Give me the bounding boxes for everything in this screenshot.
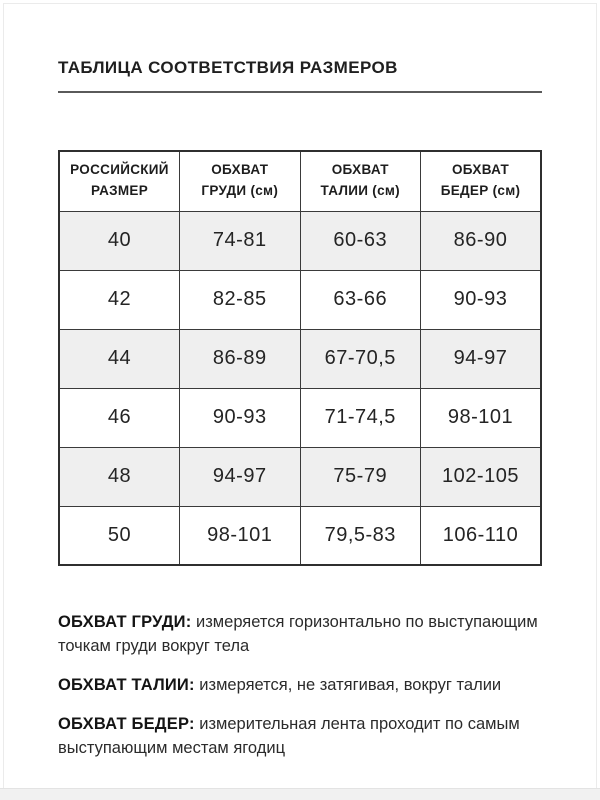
- hips-cell: 98-101: [421, 388, 542, 447]
- note-hips: [58, 712, 560, 760]
- page-title: ТАБЛИЦА СООТВЕТСТВИЯ РАЗМЕРОВ: [58, 58, 398, 77]
- column-header-chest: ОБХВАТ ГРУДИ (см): [180, 151, 301, 211]
- table-header: [59, 151, 541, 211]
- bottom-edge-strip: [0, 788, 600, 800]
- note-waist: [58, 673, 560, 697]
- table-row: [59, 329, 541, 388]
- size-cell: 42: [59, 270, 180, 329]
- column-header-waist: ОБХВАТ ТАЛИИ (см): [300, 151, 421, 211]
- hips-cell: 102-105: [421, 447, 542, 506]
- chest-cell: 74-81: [180, 211, 301, 270]
- size-cell: 48: [59, 447, 180, 506]
- chest-cell: 98-101: [180, 506, 301, 565]
- note-waist-label: ОБХВАТ ТАЛИИ:: [58, 676, 195, 694]
- note-chest-text: измеряется горизонтально по выступающим точкам груди вокруг тела: [58, 613, 538, 655]
- measurement-notes: [58, 610, 560, 775]
- chest-cell: 90-93: [180, 388, 301, 447]
- size-correspondence-table: [58, 150, 542, 566]
- table-row: [59, 506, 541, 565]
- waist-cell: 60-63: [300, 211, 421, 270]
- table-row: [59, 447, 541, 506]
- note-hips-label: ОБХВАТ БЕДЕР:: [58, 715, 195, 733]
- hips-cell: 106-110: [421, 506, 542, 565]
- table-row: [59, 270, 541, 329]
- waist-cell: 67-70,5: [300, 329, 421, 388]
- note-chest: [58, 610, 560, 658]
- table-body: [59, 211, 541, 565]
- size-cell: 40: [59, 211, 180, 270]
- column-header-hips: ОБХВАТ БЕДЕР (см): [421, 151, 542, 211]
- chest-cell: 94-97: [180, 447, 301, 506]
- size-cell: 50: [59, 506, 180, 565]
- waist-cell: 79,5-83: [300, 506, 421, 565]
- title-underline: [58, 91, 542, 93]
- table-row: [59, 388, 541, 447]
- hips-cell: 86-90: [421, 211, 542, 270]
- chest-cell: 86-89: [180, 329, 301, 388]
- table-header-row: [59, 151, 541, 211]
- table-row: [59, 211, 541, 270]
- hips-cell: 90-93: [421, 270, 542, 329]
- size-cell: 44: [59, 329, 180, 388]
- waist-cell: 71-74,5: [300, 388, 421, 447]
- note-chest-label: ОБХВАТ ГРУДИ:: [58, 613, 192, 631]
- hips-cell: 94-97: [421, 329, 542, 388]
- note-waist-text: измеряется, не затягивая, вокруг талии: [199, 676, 502, 694]
- column-header-russian-size: РОССИЙСКИЙ РАЗМЕР: [59, 151, 180, 211]
- chest-cell: 82-85: [180, 270, 301, 329]
- waist-cell: 63-66: [300, 270, 421, 329]
- size-cell: 46: [59, 388, 180, 447]
- waist-cell: 75-79: [300, 447, 421, 506]
- note-hips-text: измерительная лента проходит по самым выступающим местам ягодиц: [58, 715, 520, 757]
